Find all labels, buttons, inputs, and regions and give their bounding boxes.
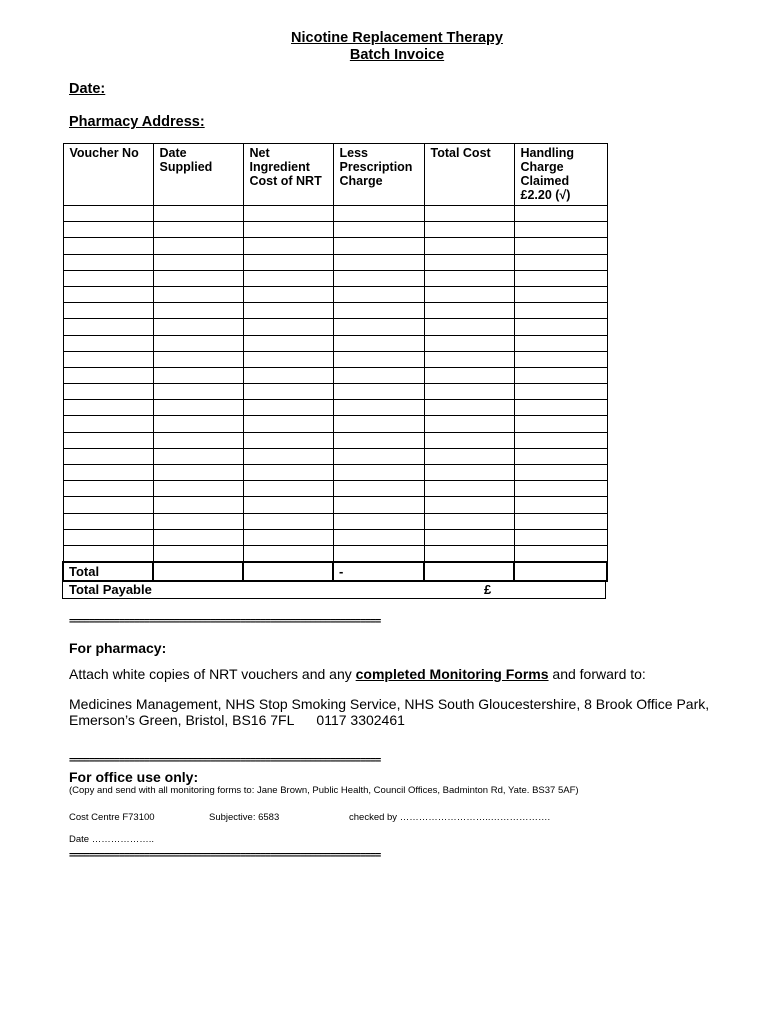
table-cell[interactable] — [153, 319, 243, 335]
table-cell[interactable] — [63, 319, 153, 335]
address-line-1: Medicines Management, NHS Stop Smoking Service, NHS South Gloucestershire, 8 Brook Office Park, — [69, 696, 710, 712]
table-cell[interactable] — [153, 367, 243, 383]
table-cell[interactable] — [424, 367, 514, 383]
table-cell[interactable] — [424, 481, 514, 497]
table-cell[interactable] — [63, 270, 153, 286]
table-cell[interactable] — [333, 254, 424, 270]
table-cell[interactable] — [514, 481, 607, 497]
table-cell[interactable] — [424, 529, 514, 545]
monitoring-forms-emphasis: completed Monitoring Forms — [355, 666, 549, 682]
table-cell[interactable] — [153, 529, 243, 545]
total-payable-row — [62, 580, 606, 599]
table-cell[interactable] — [514, 448, 607, 464]
table-cell[interactable] — [153, 416, 243, 432]
table-cell[interactable] — [514, 416, 607, 432]
table-cell[interactable] — [514, 319, 607, 335]
table-cell[interactable] — [333, 351, 424, 367]
table-row — [63, 222, 607, 238]
table-cell[interactable] — [514, 367, 607, 383]
office-heading: For office use only: — [69, 769, 199, 785]
table-cell[interactable] — [243, 416, 333, 432]
table-cell[interactable] — [333, 206, 424, 222]
table-row — [63, 367, 607, 383]
table-row — [63, 497, 607, 513]
table-cell[interactable] — [333, 270, 424, 286]
table-cell[interactable] — [424, 206, 514, 222]
table-row — [63, 319, 607, 335]
table-cell[interactable] — [153, 481, 243, 497]
total-payable-label: Total Payable — [69, 582, 152, 597]
table-cell[interactable] — [424, 319, 514, 335]
table-cell[interactable] — [424, 384, 514, 400]
table-cell[interactable] — [333, 319, 424, 335]
table-cell[interactable] — [333, 529, 424, 545]
table-cell[interactable] — [424, 545, 514, 562]
table-cell[interactable] — [333, 465, 424, 481]
table-cell[interactable] — [153, 400, 243, 416]
table-cell[interactable] — [63, 545, 153, 562]
table-cell[interactable] — [153, 222, 243, 238]
table-cell[interactable] — [424, 448, 514, 464]
table-cell[interactable] — [333, 432, 424, 448]
table-cell[interactable] — [243, 270, 333, 286]
table-cell[interactable] — [514, 529, 607, 545]
table-cell[interactable] — [424, 335, 514, 351]
table-cell[interactable] — [243, 497, 333, 513]
document-subtitle: Batch Invoice — [349, 47, 445, 63]
table-cell[interactable] — [514, 286, 607, 302]
table-cell[interactable] — [333, 335, 424, 351]
table-cell[interactable] — [424, 400, 514, 416]
table-cell[interactable] — [153, 206, 243, 222]
table-row — [63, 254, 607, 270]
table-cell[interactable] — [514, 222, 607, 238]
table-cell[interactable] — [333, 222, 424, 238]
table-cell[interactable] — [243, 367, 333, 383]
table-cell[interactable] — [333, 545, 424, 562]
table-cell[interactable] — [153, 335, 243, 351]
table-cell[interactable] — [424, 465, 514, 481]
total-cell — [153, 562, 243, 581]
table-cell[interactable] — [243, 319, 333, 335]
table-cell[interactable] — [514, 513, 607, 529]
separator-line: ============================================================== — [69, 616, 381, 627]
table-cell[interactable] — [63, 351, 153, 367]
table-row — [63, 238, 607, 254]
table-cell[interactable] — [424, 351, 514, 367]
office-date-field: Date ……………….. — [69, 834, 154, 845]
pharmacy-heading: For pharmacy: — [69, 640, 167, 656]
table-cell[interactable] — [333, 416, 424, 432]
table-cell[interactable] — [153, 513, 243, 529]
table-cell[interactable] — [333, 303, 424, 319]
table-cell[interactable] — [243, 384, 333, 400]
table-cell[interactable] — [243, 432, 333, 448]
table-cell[interactable] — [514, 497, 607, 513]
table-row — [63, 286, 607, 302]
column-header: Total Cost — [424, 144, 514, 206]
total-dash: - — [333, 562, 424, 581]
total-cell — [424, 562, 514, 581]
table-cell[interactable] — [63, 448, 153, 464]
table-cell[interactable] — [514, 303, 607, 319]
table-cell[interactable] — [63, 432, 153, 448]
table-cell[interactable] — [514, 335, 607, 351]
table-cell[interactable] — [153, 351, 243, 367]
table-row — [63, 270, 607, 286]
column-header: Voucher No — [63, 144, 153, 206]
table-cell[interactable] — [243, 465, 333, 481]
address-street: Emerson’s Green, Bristol, BS16 7FL — [69, 712, 295, 728]
table-cell[interactable] — [153, 238, 243, 254]
table-cell[interactable] — [243, 335, 333, 351]
total-cell — [514, 562, 607, 581]
table-cell[interactable] — [514, 254, 607, 270]
table-row — [63, 351, 607, 367]
table-cell[interactable] — [514, 465, 607, 481]
table-cell[interactable] — [63, 303, 153, 319]
table-cell[interactable] — [333, 286, 424, 302]
table-cell[interactable] — [333, 448, 424, 464]
table-cell[interactable] — [243, 529, 333, 545]
table-cell[interactable] — [153, 465, 243, 481]
table-cell[interactable] — [243, 206, 333, 222]
table-cell[interactable] — [63, 384, 153, 400]
checked-by-field: checked by ………………………..………………. — [349, 812, 551, 823]
table-cell[interactable] — [63, 416, 153, 432]
column-header: Date Supplied — [153, 144, 243, 206]
table-cell[interactable] — [63, 286, 153, 302]
table-cell[interactable] — [63, 335, 153, 351]
table-cell[interactable] — [63, 513, 153, 529]
table-cell[interactable] — [243, 513, 333, 529]
table-row — [63, 481, 607, 497]
table-cell[interactable] — [333, 513, 424, 529]
table-cell[interactable] — [333, 238, 424, 254]
table-cell[interactable] — [333, 400, 424, 416]
date-label: Date: — [69, 81, 106, 97]
column-header: Net Ingredient Cost of NRT — [243, 144, 333, 206]
subjective-code: Subjective: 6583 — [209, 812, 280, 823]
table-cell[interactable] — [424, 432, 514, 448]
table-row — [63, 400, 607, 416]
column-header: Less Prescription Charge — [333, 144, 424, 206]
table-cell[interactable] — [514, 545, 607, 562]
table-cell[interactable] — [333, 367, 424, 383]
table-cell[interactable] — [153, 384, 243, 400]
table-cell[interactable] — [243, 400, 333, 416]
table-cell[interactable] — [243, 286, 333, 302]
table-cell[interactable] — [243, 481, 333, 497]
table-cell[interactable] — [63, 238, 153, 254]
table-row — [63, 448, 607, 464]
office-note: (Copy and send with all monitoring forms to: Jane Brown, Public Health, Council Offices, Badminton Rd, Yate. BS37 5AF) — [69, 785, 579, 796]
table-cell[interactable] — [424, 513, 514, 529]
table-cell[interactable] — [333, 481, 424, 497]
table-row — [63, 303, 607, 319]
table-cell[interactable] — [153, 545, 243, 562]
table-cell[interactable] — [243, 303, 333, 319]
table-row — [63, 335, 607, 351]
table-cell[interactable] — [514, 432, 607, 448]
table-row — [63, 465, 607, 481]
table-cell[interactable] — [153, 303, 243, 319]
table-cell[interactable] — [63, 465, 153, 481]
table-cell[interactable] — [424, 222, 514, 238]
attach-instructions — [69, 666, 646, 682]
separator-line: ============================================================== — [69, 850, 381, 861]
table-cell[interactable] — [63, 400, 153, 416]
table-cell[interactable] — [424, 270, 514, 286]
table-row — [63, 416, 607, 432]
phone-number: 0117 3302461 — [316, 712, 405, 728]
table-cell[interactable] — [514, 384, 607, 400]
table-cell[interactable] — [243, 238, 333, 254]
total-row — [63, 562, 607, 581]
table-cell[interactable] — [243, 254, 333, 270]
table-cell[interactable] — [153, 448, 243, 464]
table-cell[interactable] — [153, 286, 243, 302]
table-cell[interactable] — [243, 448, 333, 464]
table-row — [63, 206, 607, 222]
cost-centre: Cost Centre F73100 — [69, 812, 155, 823]
table-cell[interactable] — [153, 497, 243, 513]
table-cell[interactable] — [514, 206, 607, 222]
currency-symbol: £ — [484, 582, 492, 597]
invoice-table — [62, 143, 608, 582]
total-label: Total — [63, 562, 153, 581]
attach-prefix: Attach white copies of NRT vouchers and any — [69, 666, 356, 682]
attach-suffix: and forward to: — [548, 666, 646, 682]
table-cell[interactable] — [243, 222, 333, 238]
table-cell[interactable] — [424, 286, 514, 302]
table-cell[interactable] — [333, 497, 424, 513]
table-cell[interactable] — [514, 351, 607, 367]
table-cell[interactable] — [424, 254, 514, 270]
table-row — [63, 545, 607, 562]
table-cell[interactable] — [514, 238, 607, 254]
separator-line: ============================================================== — [69, 755, 381, 766]
table-cell[interactable] — [63, 497, 153, 513]
table-cell[interactable] — [153, 432, 243, 448]
table-cell[interactable] — [63, 222, 153, 238]
table-cell[interactable] — [424, 416, 514, 432]
table-cell[interactable] — [153, 270, 243, 286]
table-row — [63, 513, 607, 529]
column-header: Handling Charge Claimed £2.20 (√) — [514, 144, 607, 206]
table-cell[interactable] — [424, 303, 514, 319]
pharmacy-address-label: Pharmacy Address: — [69, 114, 205, 130]
table-row — [63, 432, 607, 448]
table-cell[interactable] — [63, 206, 153, 222]
table-cell[interactable] — [514, 400, 607, 416]
table-cell[interactable] — [153, 254, 243, 270]
table-cell[interactable] — [63, 481, 153, 497]
table-cell[interactable] — [63, 529, 153, 545]
table-row — [63, 529, 607, 545]
total-cell — [243, 562, 333, 581]
table-cell[interactable] — [424, 238, 514, 254]
table-cell[interactable] — [514, 270, 607, 286]
table-cell[interactable] — [333, 384, 424, 400]
table-header-row — [63, 144, 607, 206]
table-row — [63, 384, 607, 400]
table-cell[interactable] — [63, 254, 153, 270]
document-title: Nicotine Replacement Therapy — [291, 30, 503, 46]
address-line-2 — [69, 712, 405, 728]
table-cell[interactable] — [63, 367, 153, 383]
table-cell[interactable] — [243, 545, 333, 562]
table-cell[interactable] — [424, 497, 514, 513]
table-cell[interactable] — [243, 351, 333, 367]
